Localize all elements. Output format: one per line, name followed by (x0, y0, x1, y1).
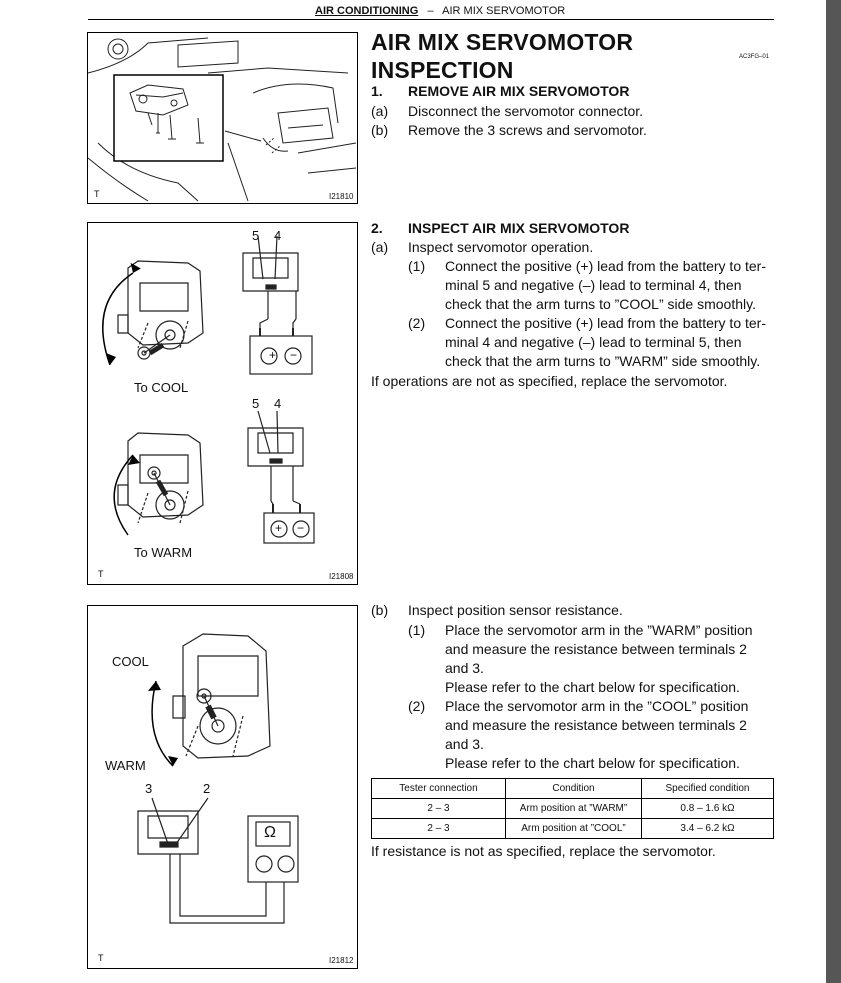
battery-minus-lower: − (297, 521, 305, 535)
figure-servomotor-operation (87, 222, 358, 585)
battery-plus-lower: + (275, 521, 283, 535)
header (315, 5, 565, 17)
table-header: Condition (506, 779, 642, 799)
step2-a-marker: (a) (371, 239, 389, 255)
table-cell: 2 – 3 (372, 819, 506, 839)
step2-b2-line1: Place the servomotor arm in the ”COOL” position (445, 698, 749, 714)
step2-num: 2. (371, 220, 383, 236)
figure-position-sensor (87, 605, 358, 969)
figure-t-mark: T (94, 189, 100, 199)
figure-t-mark: T (98, 953, 104, 963)
vertical-scrollbar[interactable] (826, 0, 841, 983)
step2-a-text: Inspect servomotor operation. (408, 239, 594, 255)
step2-a1-line1: Connect the positive (+) lead from the battery to ter- (445, 258, 766, 274)
header-rule (88, 19, 774, 20)
step2-b1-line3: and 3. (445, 660, 484, 676)
table-cell: 0.8 – 1.6 kΩ (642, 799, 774, 819)
step2-b-text: Inspect position sensor resistance. (408, 602, 623, 618)
header-separator: – (427, 5, 434, 17)
step2-b1-line4: Please refer to the chart below for specification. (445, 679, 740, 695)
step2-a1-line3: check that the arm turns to ”COOL” side smoothly. (445, 296, 756, 312)
terminal-2-label: 2 (203, 781, 211, 796)
step2-b2-line4: Please refer to the chart below for specification. (445, 755, 740, 771)
step2-a2-line2: minal 4 and negative (–) lead to terminal 5, then (445, 334, 742, 350)
terminal-4-label: 4 (274, 228, 282, 243)
table-header: Tester connection (372, 779, 506, 799)
step1-a-text: Disconnect the servomotor connector. (408, 103, 644, 119)
step1-a-marker: (a) (371, 103, 389, 119)
table-header-row (372, 779, 774, 799)
step1-b-text: Remove the 3 screws and servomotor. (408, 122, 647, 138)
cool-label: COOL (112, 654, 149, 669)
step2-b-note: If resistance is not as specified, replace the servomotor. (371, 843, 716, 859)
figure-id: I21808 (329, 572, 354, 581)
to-cool-label: To COOL (134, 380, 189, 395)
step2-b1-line1: Place the servomotor arm in the ”WARM” position (445, 622, 753, 638)
table-cell: Arm position at ”COOL” (506, 819, 642, 839)
step2-b2-line3: and 3. (445, 736, 484, 752)
step2-b2-line2: and measure the resistance between terminals 2 (445, 717, 747, 733)
figure-id: I21812 (329, 956, 354, 965)
table-row (372, 819, 774, 839)
table-row (372, 799, 774, 819)
step2-a2-line3: check that the arm turns to ”WARM” side smoothly. (445, 353, 761, 369)
step2-a1-line2: minal 5 and negative (–) lead to terminal 4, then (445, 277, 742, 293)
header-section: AIR CONDITIONING (315, 5, 419, 17)
step2-b1-line2: and measure the resistance between terminals 2 (445, 641, 747, 657)
table-cell: 3.4 – 6.2 kΩ (642, 819, 774, 839)
step2-a2-line1: Connect the positive (+) lead from the battery to ter- (445, 315, 766, 331)
to-warm-label: To WARM (134, 545, 193, 560)
page-title: AIR MIX SERVOMOTOR (371, 29, 634, 55)
figure-id: I21810 (329, 192, 354, 201)
terminal-5-label: 5 (252, 228, 260, 243)
page-subtitle: INSPECTION (371, 57, 514, 83)
spec-table (371, 778, 774, 839)
terminal-4-label-lower: 4 (274, 396, 282, 411)
servomotor-operation-diagram (88, 223, 357, 584)
step2-a-note: If operations are not as specified, replace the servomotor. (371, 373, 728, 389)
step2-b1-marker: (1) (408, 622, 426, 638)
step2-b-marker: (b) (371, 602, 389, 618)
warm-label: WARM (105, 758, 146, 773)
battery-plus: + (269, 348, 277, 362)
step1-heading: REMOVE AIR MIX SERVOMOTOR (408, 83, 630, 99)
step2-a1-marker: (1) (408, 258, 426, 274)
dashboard-illustration (88, 33, 357, 203)
figure-t-mark: T (98, 569, 104, 579)
table-cell: 2 – 3 (372, 799, 506, 819)
ohmmeter-symbol: Ω (264, 824, 276, 841)
table-cell: Arm position at ”WARM” (506, 799, 642, 819)
step2-a2-marker: (2) (408, 315, 426, 331)
terminal-3-label: 3 (145, 781, 153, 796)
header-subsection: AIR MIX SERVOMOTOR (442, 5, 566, 17)
step1-b-marker: (b) (371, 122, 389, 138)
figure-dashboard (87, 32, 358, 204)
step1-num: 1. (371, 83, 383, 99)
battery-minus: − (290, 348, 298, 362)
step2-heading: INSPECT AIR MIX SERVOMOTOR (408, 220, 630, 236)
doc-code: AC3FG–01 (739, 54, 770, 60)
terminal-5-label-lower: 5 (252, 396, 260, 411)
step2-b2-marker: (2) (408, 698, 426, 714)
table-header: Specified condition (642, 779, 774, 799)
